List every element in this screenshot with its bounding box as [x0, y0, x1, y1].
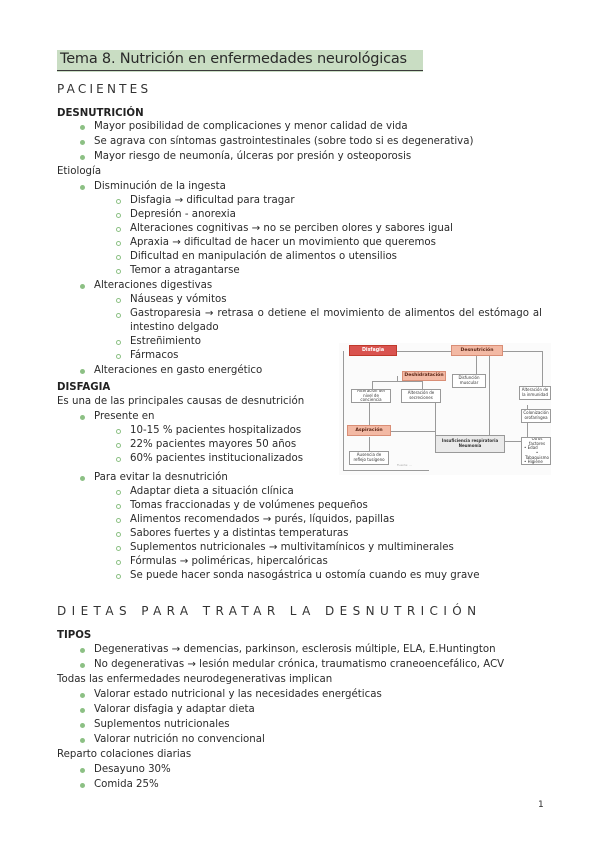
sub-bullet	[116, 313, 121, 318]
connector	[542, 351, 543, 391]
sub-item-continuation: intestino delgado	[130, 322, 219, 333]
bullet	[80, 140, 85, 145]
sub-bullet	[116, 340, 121, 345]
diagram-node-disfagia: Disfagia	[349, 345, 397, 356]
connector	[476, 356, 477, 374]
diagram-node-deshidratacion: Deshidratación	[402, 371, 446, 381]
sub-item: 22% pacientes mayores 50 años	[130, 439, 297, 450]
sub-item: Dificultad en manipulación de alimentos o utensilios	[130, 251, 397, 262]
sub-item: Depresión - anorexia	[130, 209, 236, 220]
reparto-label: Reparto colaciones diarias	[57, 749, 192, 760]
bullet	[80, 284, 85, 289]
list-item: Alteraciones digestivas	[94, 280, 213, 291]
bullet	[80, 155, 85, 160]
bullet	[80, 783, 85, 788]
bullet	[80, 663, 85, 668]
sub-item: Estreñimiento	[130, 336, 201, 347]
bullet	[80, 415, 85, 420]
diagram-node-disfuncion: Disfunción muscular	[452, 374, 486, 388]
sub-bullet	[116, 443, 121, 448]
connector	[372, 381, 373, 389]
desnutricion-heading: DESNUTRICIÓN	[57, 108, 144, 119]
sub-bullet	[116, 546, 121, 551]
bullet	[80, 369, 85, 374]
sub-item: Alteraciones cognitivas → no se perciben olores y sabores igual	[130, 223, 453, 234]
list-item: Comida 25%	[94, 779, 159, 790]
connector	[372, 381, 422, 382]
sub-bullet	[116, 490, 121, 495]
list-item: Valorar disfagia y adaptar dieta	[94, 704, 255, 715]
sub-item: Fórmulas → poliméricas, hipercalóricas	[130, 556, 328, 567]
connector	[391, 431, 435, 432]
sub-item: Gastroparesia → retrasa o detiene el movimiento de alimentos del estómago al	[130, 308, 542, 319]
list-item: Para evitar la desnutrición	[94, 472, 228, 483]
section-heading-dietas: DIETAS PARA TRATAR LA DESNUTRICIÓN	[57, 604, 482, 618]
sub-item: Temor a atragantarse	[130, 265, 240, 276]
sub-bullet	[116, 255, 121, 260]
connector	[397, 376, 398, 381]
sub-bullet	[116, 269, 121, 274]
sub-item: 10-15 % pacientes hospitalizados	[130, 425, 302, 436]
sub-bullet	[116, 241, 121, 246]
todas-label: Todas las enfermedades neurodegenerativas implican	[57, 674, 333, 685]
connector	[502, 351, 542, 352]
diagram-node-aspiracion: Aspiración	[347, 425, 391, 436]
list-item: Presente en	[94, 411, 155, 422]
sub-bullet	[116, 213, 121, 218]
list-item: Disminución de la ingesta	[94, 181, 226, 192]
list-item: Se agrava con síntomas gastrointestinales (sobre todo si es degenerativa)	[94, 136, 474, 147]
connector	[489, 356, 490, 441]
connector	[505, 441, 521, 442]
sub-item: Disfagia → dificultad para tragar	[130, 195, 295, 206]
disfagia-heading: DISFAGIA	[57, 382, 111, 393]
sub-bullet	[116, 532, 121, 537]
sub-bullet	[116, 298, 121, 303]
sub-item: Fármacos	[130, 350, 179, 361]
diagram-node-ausencia: Ausencia de reflejo tusígeno	[349, 451, 389, 465]
sub-bullet	[116, 199, 121, 204]
page-title: Tema 8. Nutrición en enfermedades neurológicas	[60, 51, 407, 67]
title-underline	[57, 70, 423, 71]
connector	[422, 381, 423, 389]
diagram-node-alt-inmunidad: Alteración de la inmunidad	[519, 386, 551, 400]
sub-bullet	[116, 457, 121, 462]
sub-item: Se puede hacer sonda nasogástrica u ostomía cuando es muy grave	[130, 570, 480, 581]
list-item: No degenerativas → lesión medular crónica, traumatismo craneoencefálico, ACV	[94, 659, 505, 670]
diagram-node-alt-secreciones: Alteración de secreciones	[401, 389, 441, 403]
sub-bullet	[116, 227, 121, 232]
sub-item: Suplementos nutricionales → multivitamínicos y multiminerales	[130, 542, 454, 553]
sub-item: Náuseas y vómitos	[130, 294, 227, 305]
sub-item: Tomas fraccionadas y de volúmenes pequeños	[130, 500, 368, 511]
connector	[369, 437, 370, 451]
sub-bullet	[116, 504, 121, 509]
connector	[343, 470, 429, 471]
diagram-node-colonizacion: Colonización orofaríngea	[521, 409, 551, 423]
list-item: Mayor posibilidad de complicaciones y menor calidad de vida	[94, 121, 408, 132]
bullet	[80, 708, 85, 713]
diagram-otros-item: • Higiene	[524, 459, 543, 465]
bullet	[80, 693, 85, 698]
bullet	[80, 648, 85, 653]
diagram-otros-item: • Tabaquismo	[525, 450, 549, 460]
page-number: 1	[538, 800, 544, 810]
bullet	[80, 185, 85, 190]
connector	[343, 351, 344, 471]
sub-bullet	[116, 354, 121, 359]
list-item: Valorar nutrición no convencional	[94, 734, 265, 745]
sub-item: Apraxia → dificultad de hacer un movimiento que queremos	[130, 237, 436, 248]
tipos-heading: TIPOS	[57, 630, 92, 641]
diagram-caption: Fuente: ...	[397, 463, 413, 467]
sub-bullet	[116, 518, 121, 523]
etiologia-label: Etiología	[57, 166, 102, 177]
sub-item: 60% pacientes institucionalizados	[130, 453, 304, 464]
bullet	[80, 768, 85, 773]
list-item: Alteraciones en gasto energético	[94, 365, 263, 376]
connector	[369, 403, 370, 425]
diagram-node-insuficiencia: Insuficiencia respiratoria Neumonía	[435, 435, 505, 453]
sub-item: Alimentos recomendados → purés, líquidos, papillas	[130, 514, 395, 525]
diagram-otros-title: Otros factores	[528, 437, 546, 446]
sub-bullet	[116, 574, 121, 579]
sub-item: Adaptar dieta a situación clínica	[130, 486, 294, 497]
diagram-node-desnutricion: Desnutrición	[451, 345, 503, 356]
diagram-otros-item: • Edad	[524, 445, 538, 451]
diagram-node-alt-nivel: Alteración del nivel de conciencia	[351, 389, 391, 403]
bullet	[80, 125, 85, 130]
sub-bullet	[116, 429, 121, 434]
list-item: Degenerativas → demencias, parkinson, esclerosis múltiple, ELA, E.Huntington	[94, 644, 496, 655]
list-item: Mayor riesgo de neumonía, úlceras por presión y osteoporosis	[94, 151, 412, 162]
list-item: Desayuno 30%	[94, 764, 171, 775]
section-heading-pacientes: PACIENTES	[57, 82, 152, 96]
list-item: Valorar estado nutricional y las necesidades energéticas	[94, 689, 382, 700]
sub-item: Sabores fuertes y a distintas temperaturas	[130, 528, 349, 539]
disfagia-diagram	[339, 343, 551, 475]
diagram-node-otros	[521, 437, 551, 465]
bullet	[80, 738, 85, 743]
sub-bullet	[116, 560, 121, 565]
disfagia-intro: Es una de las principales causas de desnutrición	[57, 396, 305, 407]
list-item: Suplementos nutricionales	[94, 719, 230, 730]
bullet	[80, 723, 85, 728]
bullet	[80, 476, 85, 481]
